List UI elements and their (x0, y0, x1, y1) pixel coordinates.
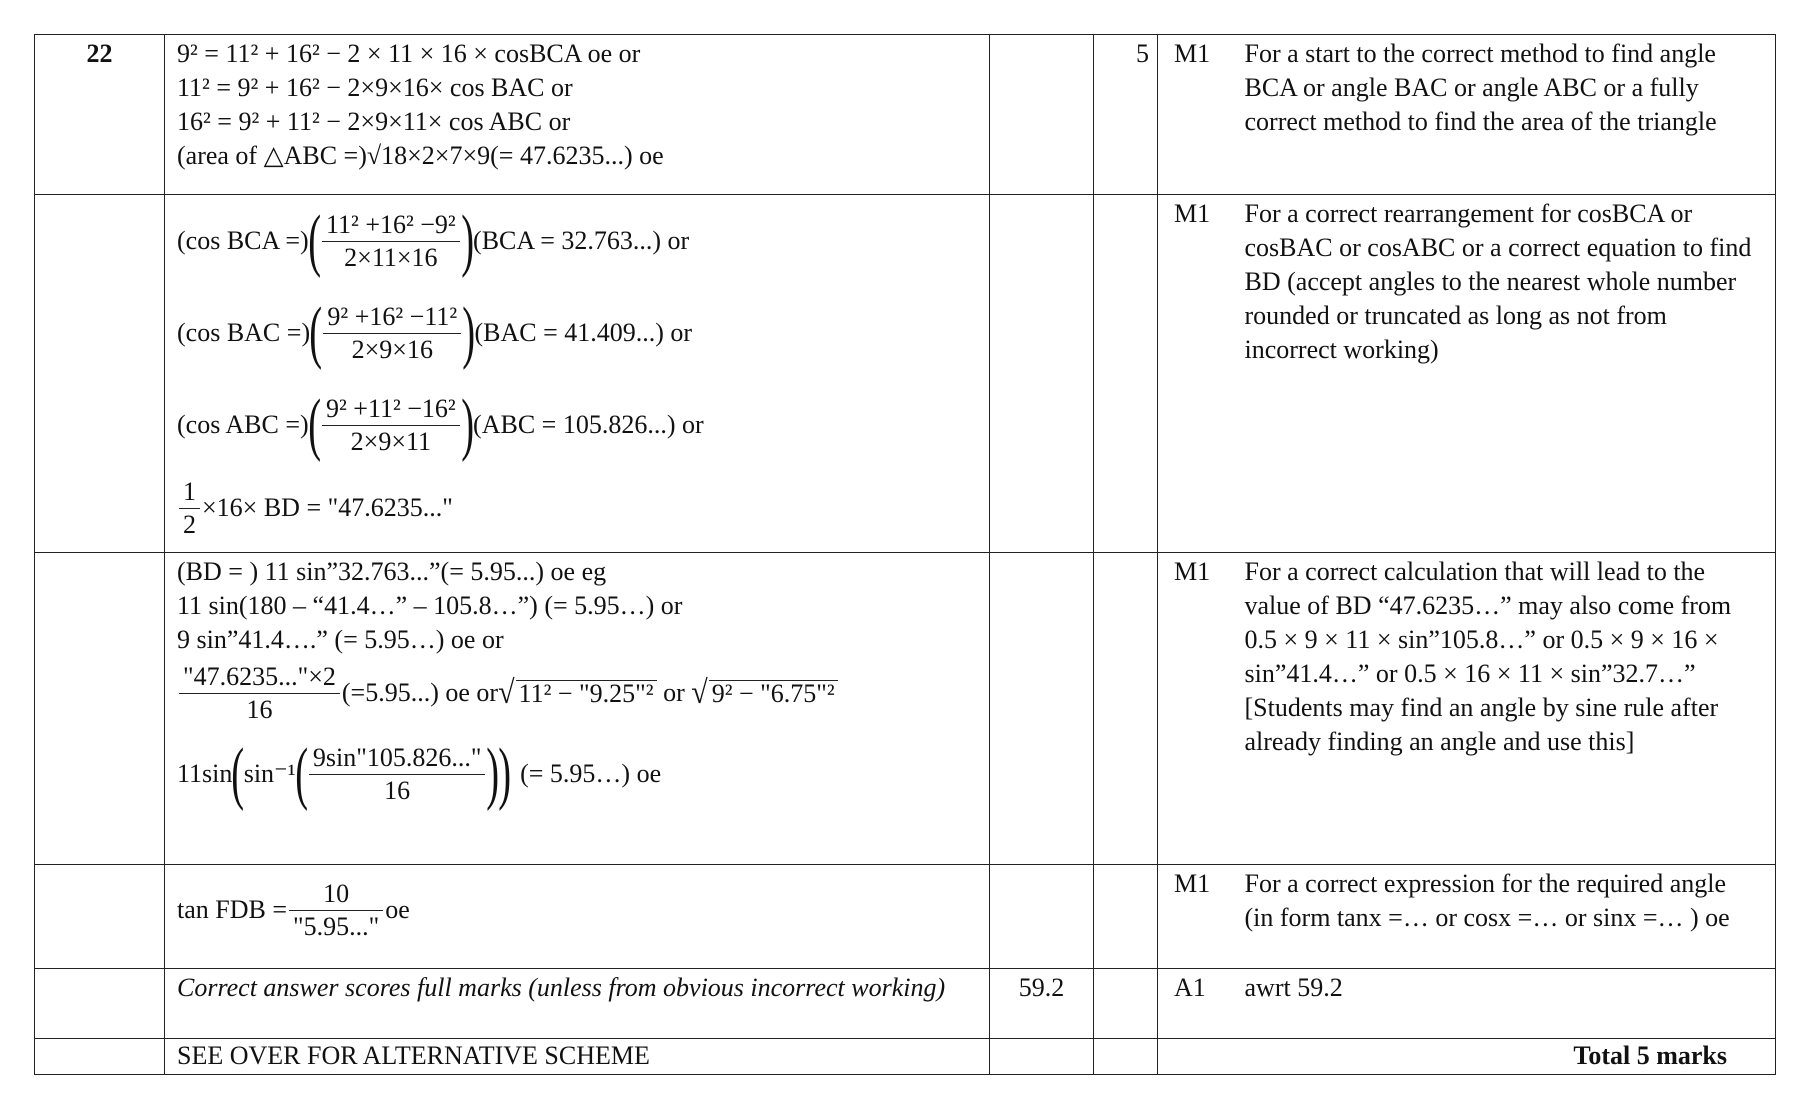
question-number-empty (35, 865, 165, 969)
working-cell (165, 35, 990, 195)
notes-cell: For a correct rearrangement for cosBCA or cosBAC or cosABC or a correct equation to find BD (accept angles to the nearest whole number rounded or truncated as long as not from incorrect working) (1243, 195, 1776, 553)
fraction: $\frac{"47.6235..."\times 2}{16}$ (179, 661, 340, 726)
mark-code: M1 (1158, 865, 1243, 969)
working-line: (area of △ABC =)√18×2×7×9(= 47.6235...) oe (177, 141, 664, 170)
question-number-empty (35, 969, 165, 1039)
working-line: 11 sin(180 – “41.4…” – 105.8…”) (= 5.95…) or (177, 591, 683, 620)
question-number-empty (35, 1039, 165, 1075)
fraction: $\frac{\text{11² +16² −9²}}{2\times 11\times 16}$ (322, 209, 460, 274)
marks-cell (1094, 865, 1158, 969)
working-line: 9 sin”41.4….” (= 5.95…) oe or (177, 625, 504, 654)
mark-scheme-table (34, 34, 1776, 1075)
answer-cell (990, 1039, 1094, 1075)
fraction: $\frac{\text{9² +11² −16²}}{2\times 9\times 11}$ (322, 393, 460, 458)
working-cell (165, 195, 990, 553)
question-number-empty (35, 195, 165, 553)
working-line: 9² = 11² + 16² − 2 × 11 × 16 × cosBCA oe or (177, 39, 641, 68)
mark-code: A1 (1158, 969, 1243, 1039)
area-fraction-line: $\frac{"47.6235..."\times 2}{16}$ (=5.95...) oe or √ 11² − "9.25"² or √ 9² − "6.75"² (177, 657, 981, 729)
notes-cell: For a correct calculation that will lead to the value of BD “47.6235…” may also come from 0.5 × 9 × 11 × sin”105.8…” or 0.5 × 9 × 16 × sin”41.4…” or 0.5 × 16 × 11 × sin”32.7…” [Students may find an angle by sine rule after already finding an angle and use this] (1243, 553, 1776, 865)
cosine-rearrangement: (cos BAC =) ( $\frac{\text{9² +16² −11²}}{2\times 9\times 16}$ ) (BAC = 41.409...) or (177, 294, 693, 371)
mark-code: M1 (1158, 35, 1243, 195)
table-row (35, 1039, 1776, 1075)
total-marks: Total 5 marks (1243, 1039, 1776, 1075)
notes-cell: For a correct expression for the required angle (in form tanx =… or cosx =… or sinx =… ) oe (1243, 865, 1776, 969)
marks-cell (1094, 969, 1158, 1039)
notes-cell: awrt 59.2 (1243, 969, 1776, 1039)
cosine-rearrangement: (cos BCA =) ( $\frac{\text{11² +16² −9²}}{2\times 11\times 16}$ ) (BCA = 32.763...) or (177, 202, 690, 279)
table-row (35, 969, 1776, 1039)
final-answer: 59.2 (990, 969, 1094, 1039)
table-row (35, 35, 1776, 195)
marks-cell: 5 (1094, 35, 1158, 195)
notes-cell: For a start to the correct method to find angle BCA or angle BAC or angle ABC or a fully correct method to find the area of the triangle (1243, 35, 1776, 195)
half-base-height-equation: $\frac{1}{2}$ ×16× BD = "47.6235..." (177, 471, 981, 545)
answer-cell (990, 35, 1094, 195)
working-line: (BD = ) 11 sin”32.763...”(= 5.95...) oe eg (177, 557, 607, 586)
fraction: $\frac{1}{2}$ (179, 476, 200, 541)
working-line: 11² = 9² + 16² − 2×9×16× cos BAC or (177, 73, 573, 102)
cosine-rearrangement: (cos ABC =) ( $\frac{\text{9² +11² −16²}}{2\times 9\times 11}$ ) (ABC = 105.826...) or (177, 386, 704, 463)
working-note: Correct answer scores full marks (unless from obvious incorrect working) (165, 969, 990, 1039)
tangent-expression: tan FDB = $\frac{10}{"5.95..."}$ oe (177, 878, 410, 941)
answer-cell (990, 865, 1094, 969)
nested-sine-line: 11sin ( sin⁻¹ ( $\frac{9\sin"105.826..."}{16}$ ) ) (= 5.95…) oe (177, 735, 662, 812)
alternative-scheme-note: SEE OVER FOR ALTERNATIVE SCHEME (165, 1039, 990, 1075)
mark-code: M1 (1158, 553, 1243, 865)
working-cell (165, 553, 990, 865)
table-row (35, 865, 1776, 969)
fraction: $\frac{9\sin"105.826..."}{16}$ (309, 742, 486, 807)
working-cell (165, 865, 990, 969)
radical-sign: √ (691, 674, 708, 711)
mark-code: M1 (1158, 195, 1243, 553)
answer-cell (990, 553, 1094, 865)
table-row (35, 195, 1776, 553)
marks-cell (1094, 1039, 1158, 1075)
answer-cell (990, 195, 1094, 553)
working-line: 16² = 9² + 11² − 2×9×11× cos ABC or (177, 107, 571, 136)
marks-cell (1094, 195, 1158, 553)
question-number-empty (35, 553, 165, 865)
radical-sign: √ (498, 674, 515, 711)
table-row (35, 553, 1776, 865)
fraction: $\frac{\text{9² +16² −11²}}{2\times 9\times 16}$ (323, 301, 461, 366)
marks-cell (1094, 553, 1158, 865)
question-number: 22 (35, 35, 165, 195)
mark-code (1158, 1039, 1243, 1075)
fraction: $\frac{10}{"5.95..."}$ (289, 878, 383, 943)
